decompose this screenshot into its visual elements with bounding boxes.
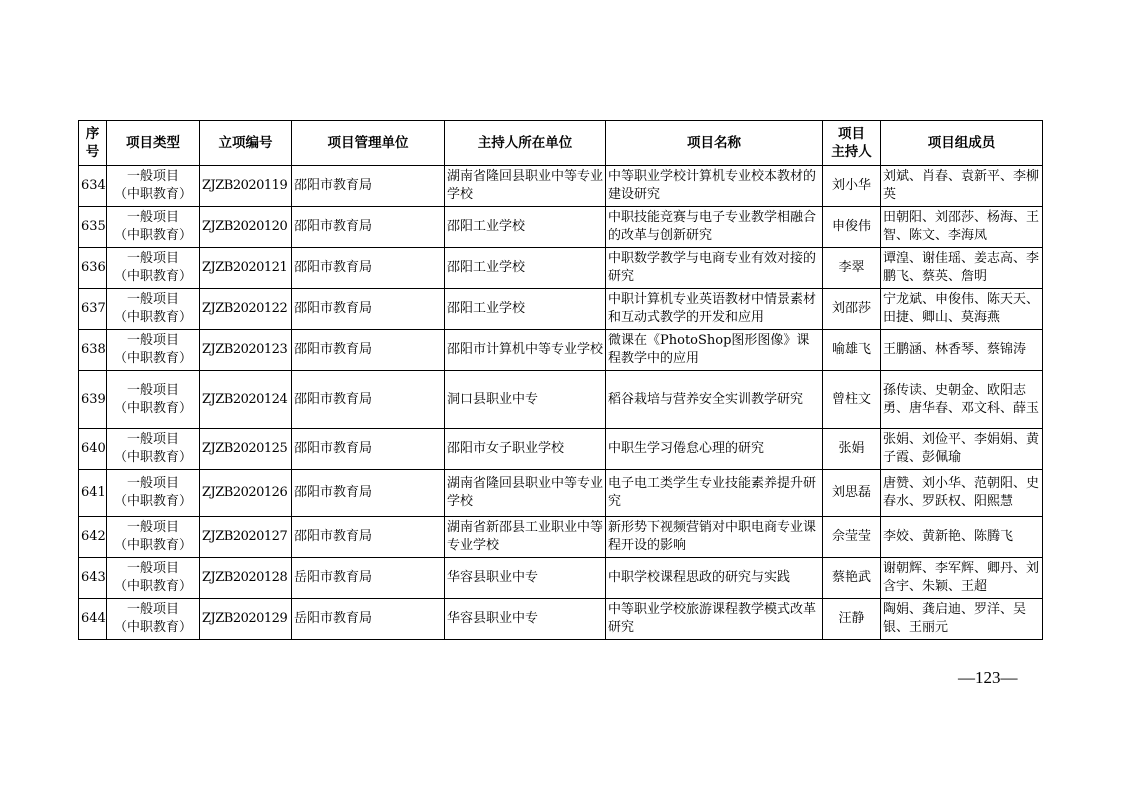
- cell-type-line-1: 一般项目: [126, 432, 179, 447]
- cell-mgmt: 邵阳市教育局: [292, 166, 445, 207]
- cell-seq: 635: [79, 207, 107, 248]
- cell-code: ZJZB2020122: [200, 289, 292, 330]
- header-leader-line-1: 项目: [838, 126, 865, 142]
- cell-members: 张娟、刘俭平、李娟娟、黄子霞、彭佩瑜: [881, 429, 1043, 470]
- cell-code: ZJZB2020121: [200, 248, 292, 289]
- cell-leader: 蔡艳武: [823, 558, 881, 599]
- cell-seq: 643: [79, 558, 107, 599]
- cell-type-line-2: （中职教育）: [113, 450, 192, 465]
- cell-leader: 申俊伟: [823, 207, 881, 248]
- table-row: [79, 289, 1043, 330]
- cell-unit: 湖南省隆回县职业中等专业学校: [445, 166, 606, 207]
- cell-mgmt: 邵阳市教育局: [292, 517, 445, 558]
- cell-unit: 华容县职业中专: [445, 558, 606, 599]
- cell-type-line-2: （中职教育）: [113, 494, 192, 509]
- cell-type-line-2: （中职教育）: [113, 310, 192, 325]
- cell-type: [107, 470, 200, 517]
- cell-mgmt: 邵阳市教育局: [292, 207, 445, 248]
- cell-code: ZJZB2020119: [200, 166, 292, 207]
- cell-code: ZJZB2020123: [200, 330, 292, 371]
- cell-leader: 李翠: [823, 248, 881, 289]
- cell-type-line-1: 一般项目: [126, 169, 179, 184]
- cell-members: 宁龙斌、申俊伟、陈天天、田捷、卿山、莫海燕: [881, 289, 1043, 330]
- cell-code: ZJZB2020120: [200, 207, 292, 248]
- cell-mgmt: 邵阳市教育局: [292, 429, 445, 470]
- cell-type: [107, 166, 200, 207]
- cell-mgmt: 邵阳市教育局: [292, 248, 445, 289]
- cell-code: ZJZB2020127: [200, 517, 292, 558]
- header-code: 立项编号: [200, 121, 292, 166]
- table-body: [79, 166, 1043, 640]
- cell-unit: 华容县职业中专: [445, 599, 606, 640]
- cell-type-line-1: 一般项目: [126, 292, 179, 307]
- cell-members: 王鹏涵、林香琴、蔡锦涛: [881, 330, 1043, 371]
- cell-seq: 637: [79, 289, 107, 330]
- cell-members: 陶娟、龚启迪、罗洋、吴银、王丽元: [881, 599, 1043, 640]
- table-row: [79, 166, 1043, 207]
- cell-seq: 636: [79, 248, 107, 289]
- cell-type: [107, 371, 200, 429]
- cell-code: ZJZB2020128: [200, 558, 292, 599]
- cell-mgmt: 邵阳市教育局: [292, 330, 445, 371]
- table-row: [79, 599, 1043, 640]
- cell-code: ZJZB2020126: [200, 470, 292, 517]
- cell-name: 稻谷栽培与营养安全实训教学研究: [606, 371, 823, 429]
- cell-leader: 张娟: [823, 429, 881, 470]
- table-row: [79, 517, 1043, 558]
- cell-seq: 642: [79, 517, 107, 558]
- cell-leader: 喻雄飞: [823, 330, 881, 371]
- cell-mgmt: 岳阳市教育局: [292, 599, 445, 640]
- cell-members: 刘斌、肖春、袁新平、李柳英: [881, 166, 1043, 207]
- table-row: [79, 470, 1043, 517]
- cell-leader: 佘莹莹: [823, 517, 881, 558]
- cell-type: [107, 517, 200, 558]
- cell-unit: 洞口县职业中专: [445, 371, 606, 429]
- project-table: [78, 120, 1043, 640]
- cell-type-line-2: （中职教育）: [113, 400, 192, 416]
- cell-members: 唐赞、刘小华、范朝阳、史春水、罗跃权、阳熙慧: [881, 470, 1043, 517]
- table-row: [79, 429, 1043, 470]
- cell-seq: 634: [79, 166, 107, 207]
- header-name: 项目名称: [606, 121, 823, 166]
- cell-type-line-1: 一般项目: [126, 251, 179, 266]
- cell-type-line-2: （中职教育）: [113, 269, 192, 284]
- cell-type: [107, 289, 200, 330]
- cell-type: [107, 599, 200, 640]
- cell-unit: 湖南省新邵县工业职业中等专业学校: [445, 517, 606, 558]
- header-seq: [79, 121, 107, 166]
- table-row: [79, 207, 1043, 248]
- header-seq-line-2: 号: [85, 144, 100, 160]
- cell-seq: 640: [79, 429, 107, 470]
- cell-type: [107, 330, 200, 371]
- header-mgmt: 项目管理单位: [292, 121, 445, 166]
- cell-unit: 邵阳市女子职业学校: [445, 429, 606, 470]
- cell-seq: 644: [79, 599, 107, 640]
- cell-type-line-2: （中职教育）: [113, 579, 192, 594]
- cell-code: ZJZB2020125: [200, 429, 292, 470]
- cell-members: 田朝阳、刘邵莎、杨海、王智、陈文、李海凤: [881, 207, 1043, 248]
- header-seq-line-1: 序: [85, 126, 100, 142]
- cell-type: [107, 558, 200, 599]
- table-row: [79, 330, 1043, 371]
- cell-mgmt: 岳阳市教育局: [292, 558, 445, 599]
- cell-name: 中等职业学校旅游课程教学模式改革研究: [606, 599, 823, 640]
- table-row: [79, 248, 1043, 289]
- cell-type-line-2: （中职教育）: [113, 538, 192, 553]
- cell-name: 中职计算机专业英语教材中情景素材和互动式教学的开发和应用: [606, 289, 823, 330]
- cell-members: 李姣、黄新艳、陈腾飞: [881, 517, 1043, 558]
- cell-type: [107, 207, 200, 248]
- cell-mgmt: 邵阳市教育局: [292, 470, 445, 517]
- cell-type-line-1: 一般项目: [126, 561, 179, 576]
- cell-unit: 湖南省隆回县职业中等专业学校: [445, 470, 606, 517]
- cell-type-line-1: 一般项目: [126, 333, 179, 348]
- cell-type-line-1: 一般项目: [126, 520, 179, 535]
- header-leader: [823, 121, 881, 166]
- cell-mgmt: 邵阳市教育局: [292, 371, 445, 429]
- cell-type-line-1: 一般项目: [126, 602, 179, 617]
- cell-unit: 邵阳市计算机中等专业学校: [445, 330, 606, 371]
- cell-name: 中职学校课程思政的研究与实践: [606, 558, 823, 599]
- cell-name: 微课在《PhotoShop图形图像》课程教学中的应用: [606, 330, 823, 371]
- cell-leader: 刘思磊: [823, 470, 881, 517]
- cell-members: 谢朝辉、李军辉、卿丹、刘含宇、朱颖、王超: [881, 558, 1043, 599]
- cell-leader: 刘小华: [823, 166, 881, 207]
- cell-type-line-1: 一般项目: [126, 382, 179, 398]
- cell-members: 孫传读、史朝金、欧阳志勇、唐华春、邓文科、薛玉: [881, 371, 1043, 429]
- cell-type-line-1: 一般项目: [126, 210, 179, 225]
- table-header-row: [79, 121, 1043, 166]
- cell-seq: 641: [79, 470, 107, 517]
- cell-seq: 639: [79, 371, 107, 429]
- cell-type: [107, 429, 200, 470]
- cell-name: 中职数学教学与电商专业有效对接的研究: [606, 248, 823, 289]
- cell-type-line-2: （中职教育）: [113, 187, 192, 202]
- table-row: [79, 558, 1043, 599]
- cell-name: 中职技能竞赛与电子专业教学相融合的改革与创新研究: [606, 207, 823, 248]
- cell-type-line-2: （中职教育）: [113, 620, 192, 635]
- cell-seq: 638: [79, 330, 107, 371]
- cell-code: ZJZB2020124: [200, 371, 292, 429]
- header-leader-line-2: 主持人: [831, 144, 872, 160]
- cell-type-line-2: （中职教育）: [113, 351, 192, 366]
- cell-type: [107, 248, 200, 289]
- cell-members: 谭湟、谢佳瑶、姜志高、李鹏飞、蔡英、詹明: [881, 248, 1043, 289]
- cell-name: 中等职业学校计算机专业校本教材的建设研究: [606, 166, 823, 207]
- cell-mgmt: 邵阳市教育局: [292, 289, 445, 330]
- header-members: 项目组成员: [881, 121, 1043, 166]
- header-unit: 主持人所在单位: [445, 121, 606, 166]
- cell-unit: 邵阳工业学校: [445, 248, 606, 289]
- header-type: 项目类型: [107, 121, 200, 166]
- cell-leader: 汪静: [823, 599, 881, 640]
- cell-type-line-2: （中职教育）: [113, 228, 192, 243]
- cell-type-line-1: 一般项目: [126, 476, 179, 491]
- table-row: [79, 371, 1043, 429]
- cell-leader: 曾柱文: [823, 371, 881, 429]
- cell-name: 中职生学习倦怠心理的研究: [606, 429, 823, 470]
- cell-name: 新形势下视频营销对中职电商专业课程开设的影响: [606, 517, 823, 558]
- page-number: —123—: [958, 668, 1018, 687]
- cell-name: 电子电工类学生专业技能素养提升研究: [606, 470, 823, 517]
- cell-unit: 邵阳工业学校: [445, 289, 606, 330]
- cell-unit: 邵阳工业学校: [445, 207, 606, 248]
- cell-leader: 刘邵莎: [823, 289, 881, 330]
- cell-code: ZJZB2020129: [200, 599, 292, 640]
